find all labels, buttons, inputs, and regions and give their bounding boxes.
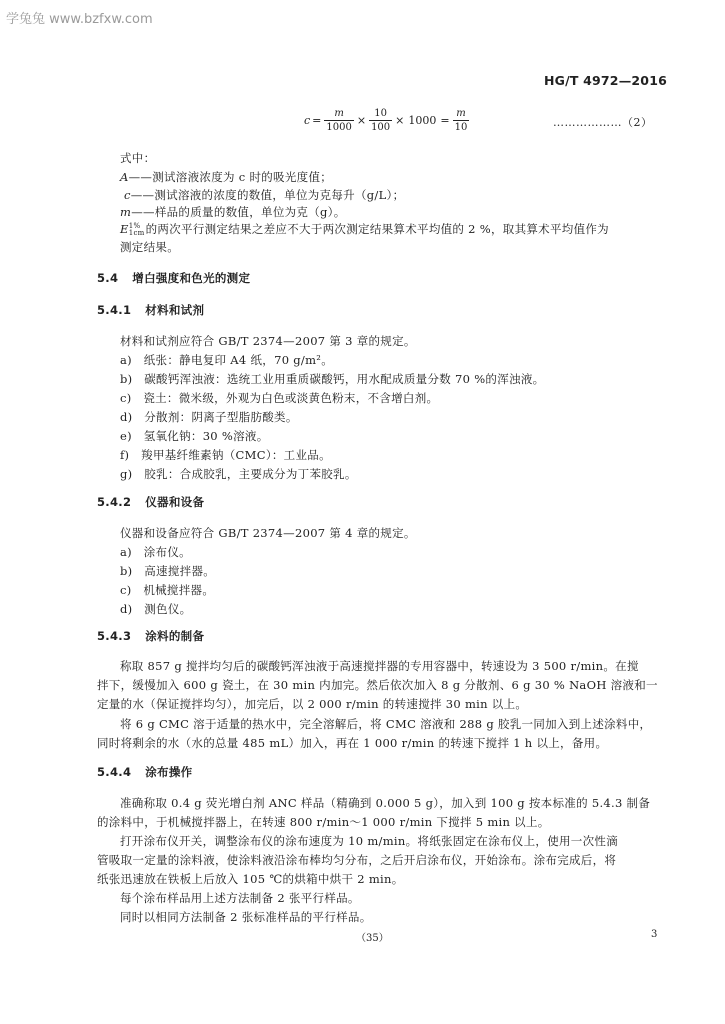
formula-fraction-1: $\frac{m}{1000}$ [326,107,352,133]
list-item: b) 碳酸钙浑浊液：选统工业用重质碳酸钙，用水配成质量分数 70 %的浑浊液。 [120,372,545,386]
watermark: 学兔兔 www.bzfxw.com [6,12,153,27]
formula-2: c = $\frac{m}{1000}$ × $\frac{10}{100}$ × 1000 = $\frac{m}{10}$ [304,107,468,133]
paragraph-line: 打开涂布仪开关，调整涂布仪的涂布速度为 10 m/min。将纸张固定在涂布仪上，使用一次性滴 [120,834,619,848]
formula-fraction-3: $\frac{m}{10}$ [454,107,468,133]
paragraph-line: 纸张迅速放在铁板上后放入 105 ℃的烘箱中烘干 2 min。 [97,872,404,886]
paragraph-line: 的涂料中，于机械搅拌器上，在转速 800 r/min～1 000 r/min 下搅拌 5 min 以上。 [97,815,550,829]
list-item: b) 高速搅拌器。 [120,564,216,578]
paragraph-line: 准确称取 0.4 g 荧光增白剂 ANC 样品（精确到 0.000 5 g），加入到 100 g 按本标准的 5.4.3 制备 [120,796,651,810]
section-heading: 5.4 增白强度和色光的测定 [97,271,251,285]
list-item: d) 测色仪。 [120,602,192,616]
paragraph-line: 将 6 g CMC 溶于适量的热水中，完全溶解后，将 CMC 溶液和 288 g 胶乳一同加入到上述涂料中， [120,717,652,731]
paragraph-line: 管吸取一定量的涂料液，使涂料液沿涂布棒均匀分布，之后开启涂布仪，开始涂布。涂布完成后，将 [97,853,617,867]
section-heading: 5.4.2 仪器和设备 [97,495,205,509]
section-intro: 材料和试剂应符合 GB/T 2374—2007 第 3 章的规定。 [120,334,416,348]
list-item: f) 羧甲基纤维素钠（CMC）：工业品。 [120,448,331,462]
paragraph-line: 每个涂布样品用上述方法制备 2 张平行样品。 [120,891,360,905]
page-number: 3 [651,929,658,940]
equation-number: ………………（2） [553,116,653,129]
paragraph-line: 拌下，缓慢加入 600 g 瓷土，在 30 min 内加完。然后依次加入 8 g 分散剂、6 g 30 % NaOH 溶液和一 [97,678,658,692]
var-definition: m——样品的质量的数值，单位为克（g）。 [120,205,346,219]
list-item: g) 胶乳：合成胶乳，主要成分为丁苯胶乳。 [120,467,357,481]
section-intro: 仪器和设备应符合 GB/T 2374—2007 第 4 章的规定。 [120,526,416,540]
paragraph-line: 称取 857 g 搅拌均匀后的碳酸钙浑浊液于高速搅拌器的专用容器中，转速设为 3 500 r/min。在搅 [120,659,639,673]
var-definition: A——测试溶液浓度为 c 时的吸光度值； [120,170,333,184]
list-item: c) 机械搅拌器。 [120,583,215,597]
formula-constant: 1000 [408,113,437,127]
list-item: c) 瓷土：微米级，外观为白色或淡黄色粉末，不含增白剂。 [120,391,439,405]
footer-center: （35） [356,933,389,944]
standard-number: HG/T 4972—2016 [543,73,667,88]
section-heading: 5.4.1 材料和试剂 [97,303,205,317]
list-item: a) 纸张：静电复印 A4 纸，70 g/m²。 [120,353,334,367]
section-heading: 5.4.3 涂料的制备 [97,629,205,643]
paragraph-line: 同时以相同方法制备 2 张标准样品的平行样品。 [120,910,372,924]
where-label: 式中： [120,151,156,165]
precision-statement-cont: 测定结果。 [120,240,179,254]
var-definition: c——测试溶液的浓度的数值，单位为克每升（g/L）； [124,188,405,202]
paragraph-line: 同时将剩余的水（水的总量 485 mL）加入，再在 1 000 r/min 的转速下搅拌 1 h 以上，备用。 [97,736,608,750]
section-heading: 5.4.4 涂布操作 [97,765,193,779]
list-item: a) 涂布仪。 [120,545,191,559]
list-item: d) 分散剂：阴离子型脂肪酸类。 [120,410,298,424]
paragraph-line: 定量的水（保证搅拌均匀），加完后，以 2 000 r/min 的转速搅拌 30 min 以上。 [97,697,528,711]
formula-lhs: c [304,113,311,127]
list-item: e) 氢氧化钠：30 %溶液。 [120,429,269,443]
formula-fraction-2: $\frac{10}{100}$ [371,107,391,133]
precision-statement: E 1% 1cm 的两次平行测定结果之差应不大于两次测定结果算术平均值的 2 %，取其算术平均值作为 [120,222,609,237]
